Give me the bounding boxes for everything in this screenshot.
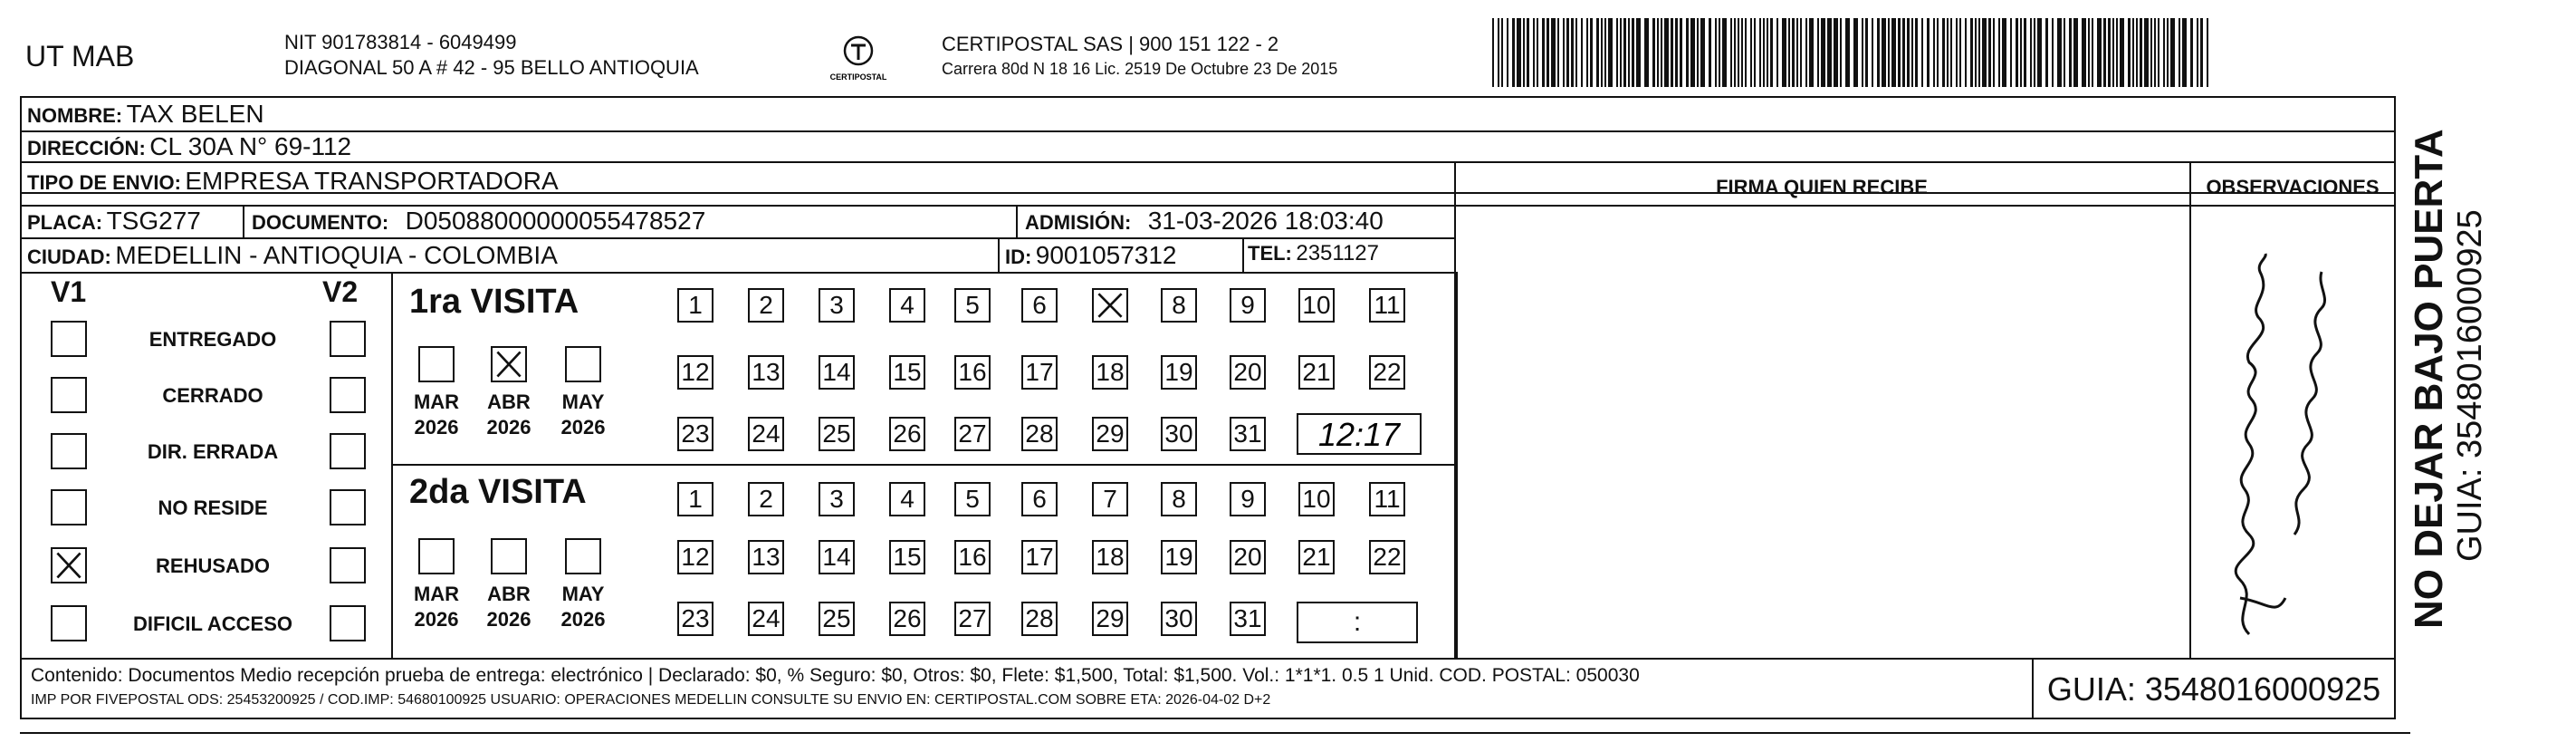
visit2-day-22[interactable]: 22 [1369, 540, 1405, 574]
status-v1-checkbox[interactable] [51, 547, 87, 583]
company-address: DIAGONAL 50 A # 42 - 95 BELLO ANTIOQUIA [284, 56, 699, 79]
visit1-day-27[interactable]: 27 [954, 417, 991, 451]
visit1-day-25[interactable]: 25 [819, 417, 855, 451]
barcode [1492, 18, 2217, 89]
id-value: 9001057312 [1035, 241, 1177, 269]
visit2-day-27[interactable]: 27 [954, 602, 991, 636]
visit1-day-26[interactable]: 26 [889, 417, 925, 451]
visit2-day-29[interactable]: 29 [1092, 602, 1128, 636]
visit2-day-28[interactable]: 28 [1021, 602, 1058, 636]
visit2-day-30[interactable]: 30 [1161, 602, 1197, 636]
svg-text:CERTIPOSTAL: CERTIPOSTAL [829, 72, 887, 82]
visit2-day-15[interactable]: 15 [889, 540, 925, 574]
visit1-day-6[interactable]: 6 [1021, 288, 1058, 323]
nit: NIT 901783814 - 6049499 [284, 31, 517, 53]
direccion-value: CL 30A N° 69-112 [149, 132, 352, 160]
visit2-day-1[interactable]: 1 [677, 482, 713, 516]
visit1-day-30[interactable]: 30 [1161, 417, 1197, 451]
visit1-title: 1ra VISITA [409, 283, 579, 321]
visit2-day-11[interactable]: 11 [1369, 482, 1405, 516]
visit2-day-23[interactable]: 23 [677, 602, 713, 636]
observaciones-header: OBSERVACIONES [2206, 176, 2380, 198]
direccion-label: DIRECCIÓN: [27, 137, 146, 159]
status-v2-checkbox[interactable] [330, 489, 366, 525]
footer-contenido: Contenido: Documentos Medio recepción prueba de entrega: electrónico | Declarado: $0, % Seguro: $0, Otros: $0, Flete: $1,500, Total: $1,500. Vol.: 1*1*1. 0.5 1 Unid. COD. POSTAL: 050030 [31, 665, 1640, 686]
visit1-day-8[interactable]: 8 [1161, 288, 1197, 323]
visit2-month-label [556, 582, 610, 632]
certipostal-logo-icon [822, 31, 895, 85]
tel-label: TEL: [1248, 242, 1292, 265]
visit1-day-1[interactable]: 1 [677, 288, 713, 323]
admision-label: ADMISIÓN: [1025, 211, 1132, 234]
visit1-time-box[interactable] [1297, 413, 1422, 455]
status-v1-checkbox[interactable] [51, 489, 87, 525]
visit1-day-29[interactable]: 29 [1092, 417, 1128, 451]
side-guia: GUIA: 3548016000925 [2451, 209, 2489, 562]
visit1-day-7[interactable] [1092, 288, 1128, 323]
visit1-day-18[interactable]: 18 [1092, 355, 1128, 390]
visit2-month-checkbox[interactable] [491, 538, 527, 574]
visit2-day-9[interactable]: 9 [1230, 482, 1266, 516]
tipo-envio-value: EMPRESA TRANSPORTADORA [185, 167, 559, 195]
visit1-day-20[interactable]: 20 [1230, 355, 1266, 390]
visit2-day-14[interactable]: 14 [819, 540, 855, 574]
visit1-day-31[interactable]: 31 [1230, 417, 1266, 451]
side-warning: NO DEJAR BAJO PUERTA [2407, 129, 2451, 629]
signature-area[interactable] [1456, 207, 2188, 656]
visit1-day-11[interactable]: 11 [1369, 288, 1405, 323]
status-label: NO RESIDE [158, 497, 268, 519]
ciudad-value: MEDELLIN - ANTIOQUIA - COLOMBIA [115, 241, 558, 269]
month-year: 2026 [560, 608, 606, 631]
visit2-day-16[interactable]: 16 [954, 540, 991, 574]
admision-value: 31-03-2026 18:03:40 [1147, 207, 1384, 235]
visit1-day-4[interactable]: 4 [889, 288, 925, 323]
visit2-day-20[interactable]: 20 [1230, 540, 1266, 574]
visit1-day-17[interactable]: 17 [1021, 355, 1058, 390]
documento-label: DOCUMENTO: [252, 211, 389, 234]
svg-text:12:17: 12:17 [1317, 416, 1401, 453]
visit1-month-checkbox[interactable] [418, 346, 455, 382]
placa-label: PLACA: [27, 211, 103, 234]
visit2-day-2[interactable]: 2 [748, 482, 784, 516]
status-v2-checkbox[interactable] [330, 605, 366, 641]
visit1-day-2[interactable]: 2 [748, 288, 784, 323]
status-label: REHUSADO [156, 554, 270, 577]
month-name: MAY [561, 583, 605, 605]
status-label: ENTREGADO [148, 328, 277, 351]
visit2-month-checkbox[interactable] [418, 538, 455, 574]
observaciones-handwriting [2195, 217, 2385, 652]
status-label: DIR. ERRADA [147, 440, 279, 463]
status-v1-checkbox[interactable] [51, 321, 87, 357]
visit2-day-21[interactable]: 21 [1298, 540, 1335, 574]
visit2-day-7[interactable]: 7 [1092, 482, 1128, 516]
visit1-day-14[interactable]: 14 [819, 355, 855, 390]
visit1-day-5[interactable]: 5 [954, 288, 991, 323]
visit2-day-6[interactable]: 6 [1021, 482, 1058, 516]
status-v1-checkbox[interactable] [51, 377, 87, 413]
certipostal-name: CERTIPOSTAL SAS | 900 151 122 - 2 [942, 33, 1279, 55]
ciudad-label: CIUDAD: [27, 246, 111, 268]
firma-header: FIRMA QUIEN RECIBE [1716, 176, 1928, 198]
visit2-day-26[interactable]: 26 [889, 602, 925, 636]
footer-guia: GUIA: 3548016000925 [2046, 670, 2381, 708]
visit2-day-10[interactable]: 10 [1298, 482, 1335, 516]
visit1-day-12[interactable]: 12 [677, 355, 713, 390]
status-v2-checkbox[interactable] [330, 321, 366, 357]
month-year: 2026 [486, 416, 531, 439]
visit2-month-checkbox[interactable] [565, 538, 601, 574]
visit2-day-19[interactable]: 19 [1161, 540, 1197, 574]
visit1-day-24[interactable]: 24 [748, 417, 784, 451]
tipo-envio-label: TIPO DE ENVIO: [27, 171, 181, 194]
status-label: CERRADO [162, 384, 263, 407]
month-name: MAR [413, 583, 460, 605]
month-year: 2026 [414, 416, 459, 439]
status-v2-checkbox[interactable] [330, 433, 366, 469]
visit1-day-16[interactable]: 16 [954, 355, 991, 390]
visit2-month-label [409, 582, 464, 632]
visit2-day-18[interactable]: 18 [1092, 540, 1128, 574]
id-label: ID: [1005, 246, 1032, 268]
visit1-day-15[interactable]: 15 [889, 355, 925, 390]
visit1-month-label [409, 390, 464, 440]
status-v2-checkbox[interactable] [330, 547, 366, 583]
status-v1-checkbox[interactable] [51, 605, 87, 641]
footer-imp: IMP POR FIVEPOSTAL ODS: 25453200925 / COD.IMP: 54680100925 USUARIO: OPERACIONES MEDELLIN CONSULTE SU ENVIO EN: CERTIPOSTAL.COM SOBRE ETA: 2026-04-02 D+2 [31, 692, 1271, 708]
visit2-day-4[interactable]: 4 [889, 482, 925, 516]
v1-header: V1 [51, 275, 87, 308]
tel-value: 2351127 [1296, 241, 1379, 265]
status-v1-checkbox[interactable] [51, 433, 87, 469]
certipostal-license: Carrera 80d N 18 16 Lic. 2519 De Octubre 23 De 2015 [942, 60, 1338, 78]
nombre-label: NOMBRE: [27, 104, 123, 127]
visit1-day-10[interactable]: 10 [1298, 288, 1335, 323]
v2-header: V2 [322, 275, 359, 308]
visit2-day-12[interactable]: 12 [677, 540, 713, 574]
visit2-title: 2da VISITA [409, 473, 587, 511]
visit1-month-label [556, 390, 610, 440]
visit1-day-28[interactable]: 28 [1021, 417, 1058, 451]
visit1-time-handwriting [1298, 415, 1420, 453]
month-year: 2026 [414, 608, 459, 631]
company-name: UT MAB [25, 40, 135, 72]
visit1-day-23[interactable]: 23 [677, 417, 713, 451]
documento-value: D05088000000055478527 [405, 207, 706, 235]
placa-value: TSG277 [106, 207, 201, 235]
visit1-day-21[interactable]: 21 [1298, 355, 1335, 390]
nombre-value: TAX BELEN [126, 100, 264, 128]
month-year: 2026 [560, 416, 606, 439]
visit2-month-label [482, 582, 536, 632]
visit2-time-box[interactable]: : [1297, 602, 1418, 643]
visit1-day-22[interactable]: 22 [1369, 355, 1405, 390]
visit2-day-24[interactable]: 24 [748, 602, 784, 636]
month-year: 2026 [486, 608, 531, 631]
visit2-day-5[interactable]: 5 [954, 482, 991, 516]
visit1-month-checkbox[interactable] [565, 346, 601, 382]
visit1-month-label [482, 390, 536, 440]
visit2-day-25[interactable]: 25 [819, 602, 855, 636]
month-name: MAR [413, 390, 460, 413]
status-label: DIFICIL ACCESO [132, 612, 292, 635]
visit2-day-13[interactable]: 13 [748, 540, 784, 574]
visit1-day-9[interactable]: 9 [1230, 288, 1266, 323]
visit2-day-8[interactable]: 8 [1161, 482, 1197, 516]
month-name: ABR [487, 583, 531, 605]
visit2-day-17[interactable]: 17 [1021, 540, 1058, 574]
visit2-day-31[interactable]: 31 [1230, 602, 1266, 636]
month-name: ABR [487, 390, 531, 413]
visit1-day-13[interactable]: 13 [748, 355, 784, 390]
visit1-day-3[interactable]: 3 [819, 288, 855, 323]
visit1-day-19[interactable]: 19 [1161, 355, 1197, 390]
visit1-month-checkbox[interactable] [491, 346, 527, 382]
month-name: MAY [561, 390, 605, 413]
status-v2-checkbox[interactable] [330, 377, 366, 413]
visit2-day-3[interactable]: 3 [819, 482, 855, 516]
certipostal-logo [822, 31, 895, 85]
